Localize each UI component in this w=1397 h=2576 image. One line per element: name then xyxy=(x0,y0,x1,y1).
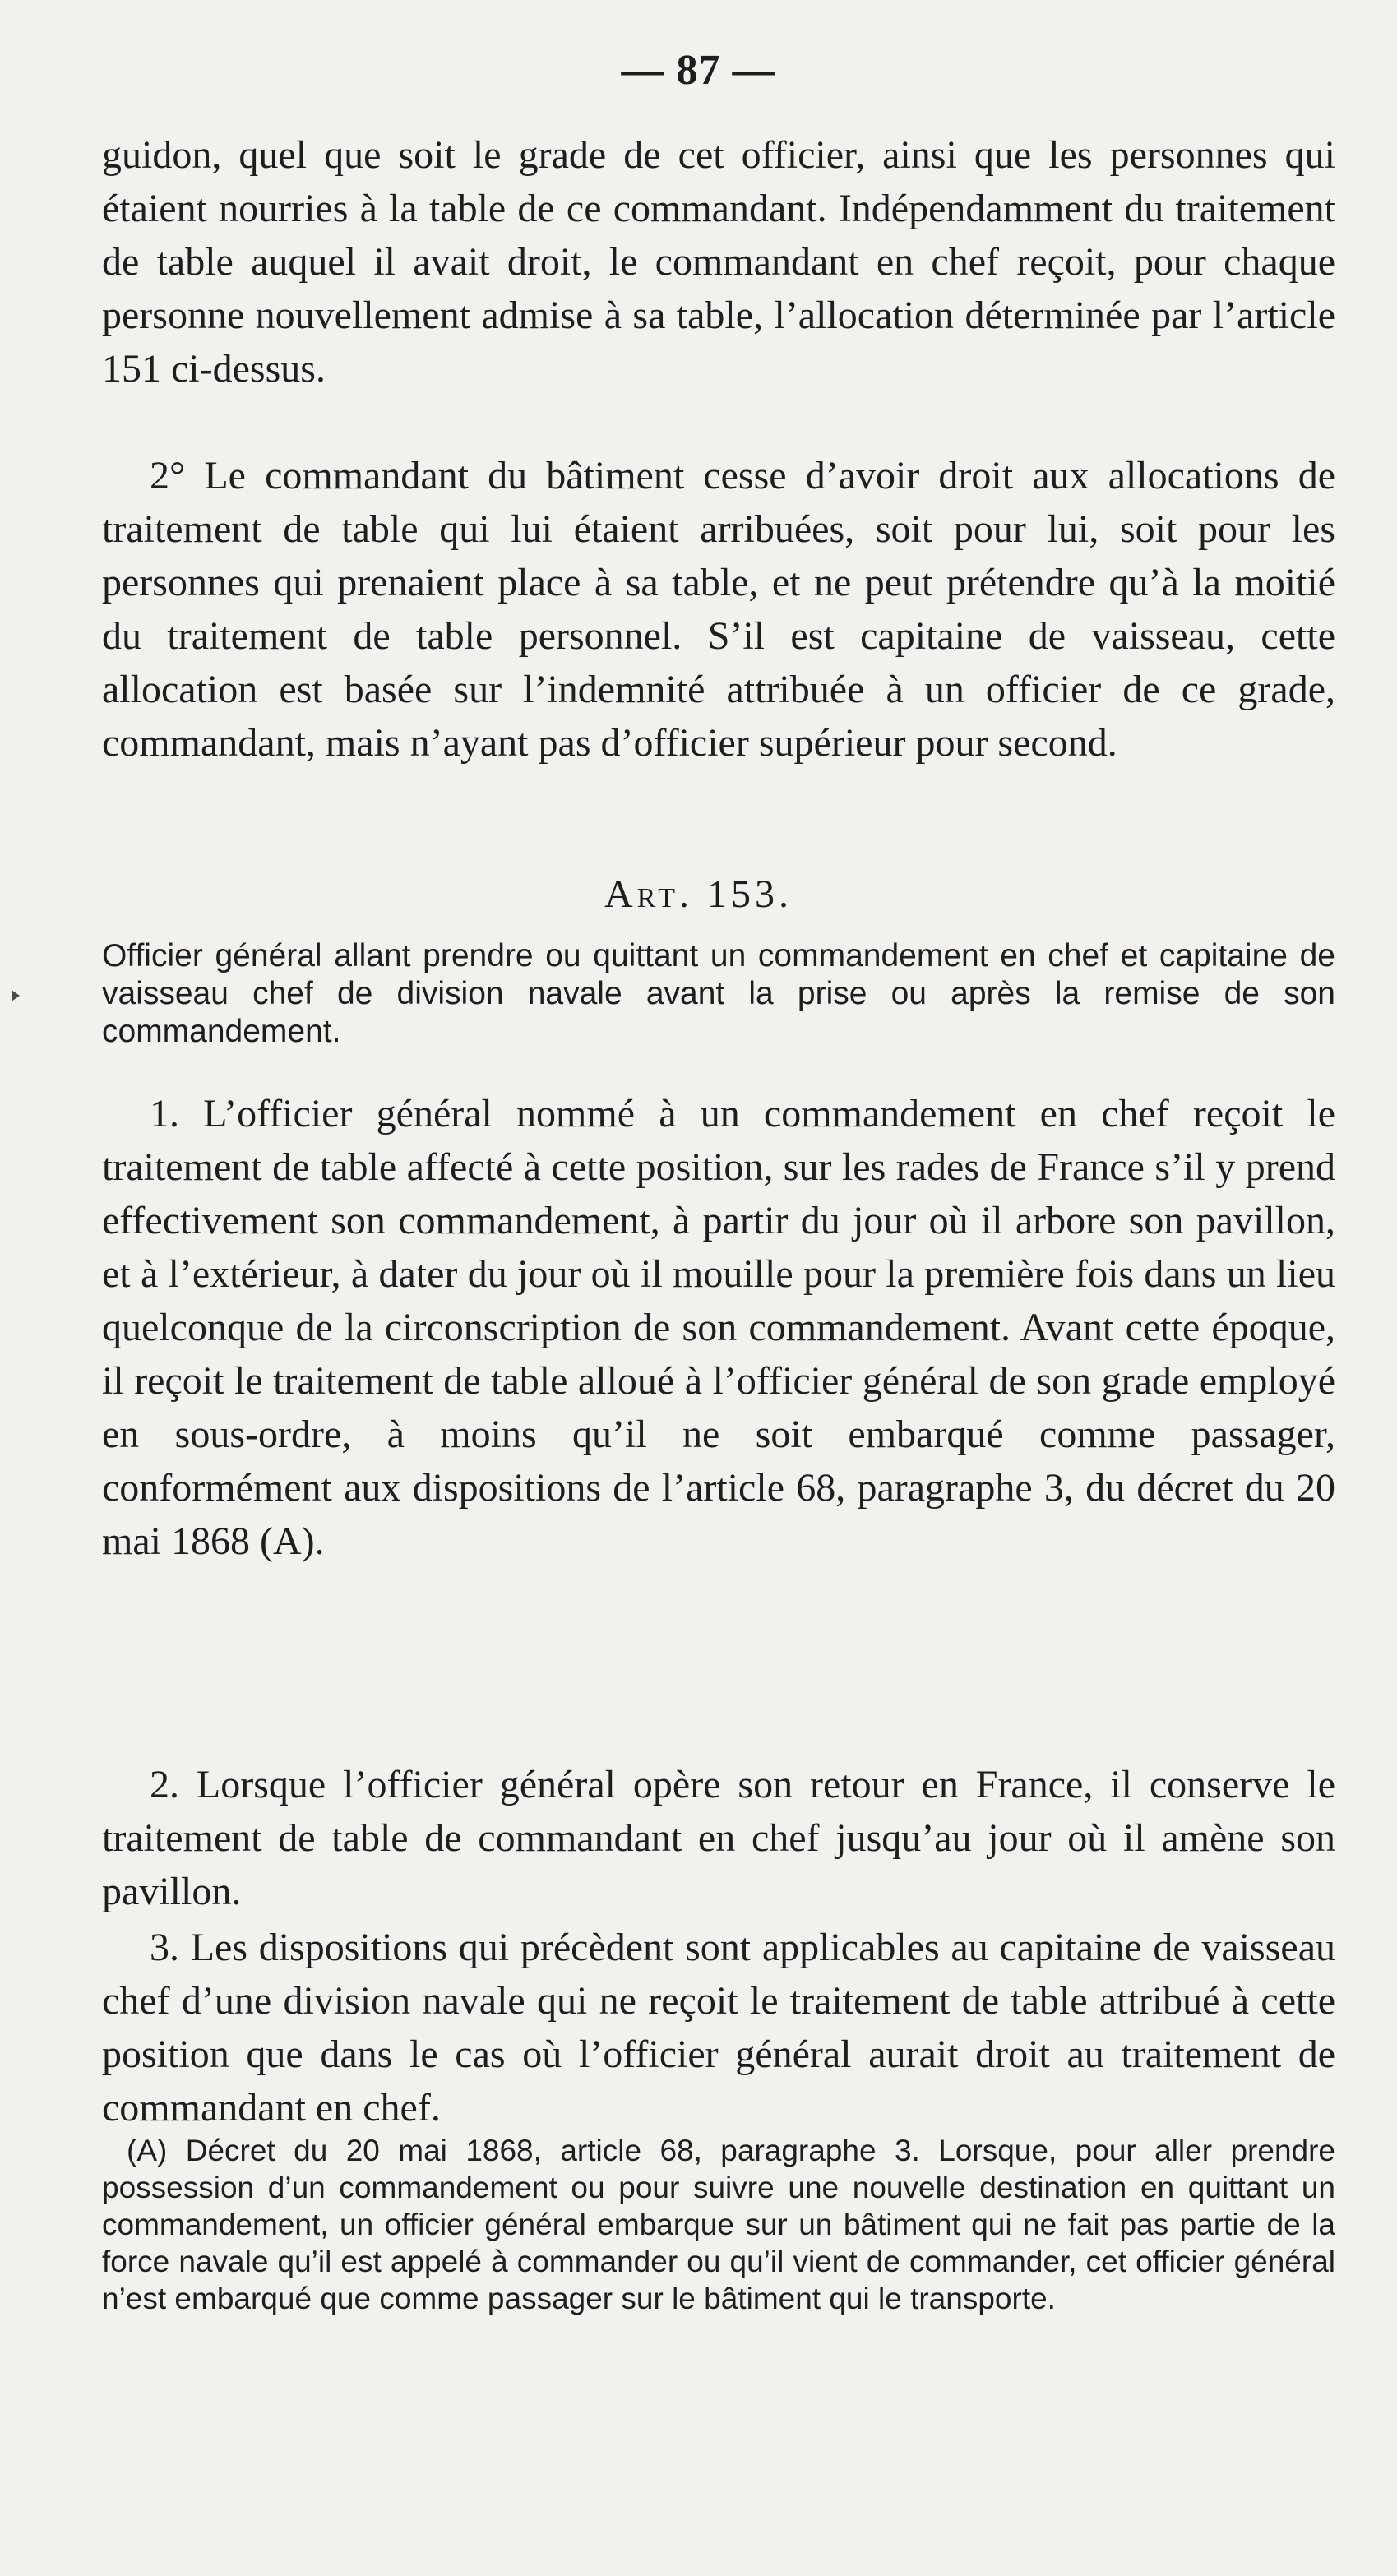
paragraph-2-commandant: 2° Le commandant du bâtiment cesse d’avoir droit aux allocations de traitement de table qui lui étaient arribuées, soit pour lui, soit pour les personnes qui prenaient place à sa table, et ne peut prétendre qu’à la moitié du traitement de table personnel. S’il est capitaine de vaisseau, cette allocation est basée sur l’indemnité attribuée à un officier de ce grade, commandant, mais n’ayant pas d’officier supérieur pour second. xyxy=(102,454,1335,765)
paragraph-2-retour-france: 2. Lorsque l’officier général opère son retour en France, il conserve le traitement de table de commandant en chef jusqu’au jour où il amène son pavillon. xyxy=(102,1763,1335,1913)
margin-mark-icon xyxy=(12,990,20,1001)
paragraph-3-dispositions: 3. Les dispositions qui précèdent sont applicables au capitaine de vaisseau chef d’une division navale qui ne reçoit le traitement de table attribué à cette position que dans le cas où l’officier général aurait droit au traitement de commandant en chef. xyxy=(102,1926,1335,2130)
article-summary: Officier général allant prendre ou quittant un commandement en chef et capitaine de vaisseau chef de division navale avant la prise ou après la remise de son commandement. xyxy=(102,938,1335,1049)
article-heading: Art. 153. xyxy=(604,872,793,916)
page-number: — 87 — xyxy=(621,47,776,94)
paragraph-1-officier-general: 1. L’officier général nommé à un commandement en chef reçoit le traitement de table affecté à cette position, sur les rades de France s’il y prend effectivement son commandement, à partir du jour où il arbore son pavillon, et à l’extérieur, à dater du jour où il mouille pour la première fois dans un lieu quelconque de la circonscription de son commandement. Avant cette époque, il reçoit le traitement de table alloué à l’officier général de son grade employé en sous-ordre, à moins qu’il ne soit embarqué comme passager, conformément aux dispositions de l’article 68, paragraphe 3, du décret du 20 mai 1868 (A). xyxy=(102,1092,1335,1563)
paragraph-continuation: guidon, quel que soit le grade de cet officier, ainsi que les personnes qui étaient nourries à la table de ce commandant. Indépendamment du traitement de table auquel il avait droit, le commandant en chef reçoit, pour chaque personne nouvellement admise à sa table, l’allocation déterminée par l’article 151 ci-dessus. xyxy=(102,133,1335,391)
footnote: (A) Décret du 20 mai 1868, article 68, paragraphe 3. Lorsque, pour aller prendre possession d’un commandement ou pour suivre une nouvelle destination en quittant un commandement, un officier général embarque sur un bâtiment qui ne fait pas partie de la force navale qu’il est appelé à commander ou qu’il vient de commander, cet officier général n’est embarqué que comme passager sur le bâtiment qui le transporte. xyxy=(102,2134,1335,2315)
